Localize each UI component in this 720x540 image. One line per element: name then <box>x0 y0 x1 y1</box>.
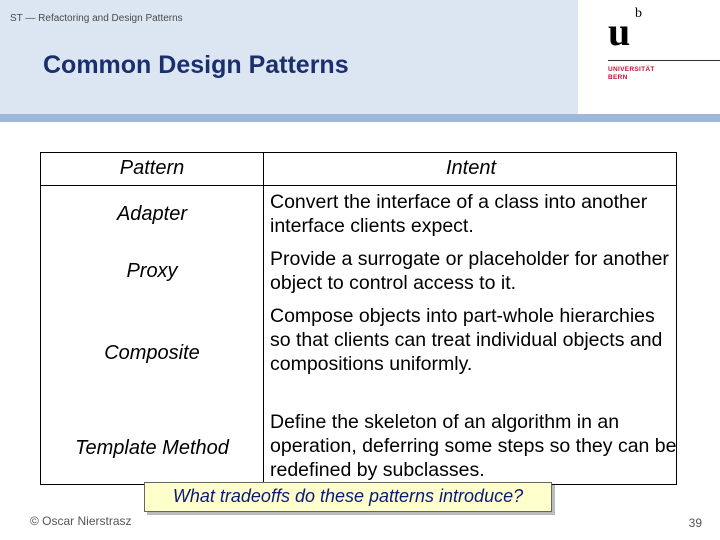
logo-line-1: UNIVERSITÄT <box>608 66 655 73</box>
logo-wordmark <box>608 66 655 82</box>
slide-header <box>0 0 578 114</box>
university-logo <box>578 0 720 114</box>
pattern-name-adapter: Adapter <box>116 203 188 225</box>
pattern-intent-composite: Compose objects into part-whole hierarchies so that clients can treat individual objects and compositions uniformly. <box>270 305 663 375</box>
pattern-name-composite: Composite <box>104 342 200 364</box>
patterns-table <box>40 152 677 485</box>
pattern-intent-template-method: Define the skeleton of an algorithm in an operation, deferring some steps so they can be redefined by subclasses. <box>270 411 677 481</box>
logo-superscript: b <box>635 6 642 21</box>
question-callout: What tradeoffs do these patterns introduce? <box>144 482 552 512</box>
logo-line-2: BERN <box>608 74 628 81</box>
header-row-divider <box>41 185 676 186</box>
column-divider <box>263 153 264 484</box>
logo-letter: u <box>608 9 631 54</box>
column-header-pattern: Pattern <box>119 157 185 179</box>
pattern-intent-adapter: Convert the interface of a class into another interface clients expect. <box>270 191 648 237</box>
column-header-intent: Intent <box>445 157 497 179</box>
pattern-intent-proxy: Provide a surrogate or placeholder for another object to control access to it. <box>270 248 669 294</box>
footer-author: © Oscar Nierstrasz <box>30 514 132 528</box>
page-number: 39 <box>688 516 702 530</box>
pattern-name-template-method: Template Method <box>75 437 229 459</box>
header-divider-bar <box>0 114 720 122</box>
pattern-name-proxy: Proxy <box>126 260 178 282</box>
course-label: ST — Refactoring and Design Patterns <box>10 13 183 24</box>
logo-divider <box>608 60 720 61</box>
slide-title: Common Design Patterns <box>43 51 349 79</box>
